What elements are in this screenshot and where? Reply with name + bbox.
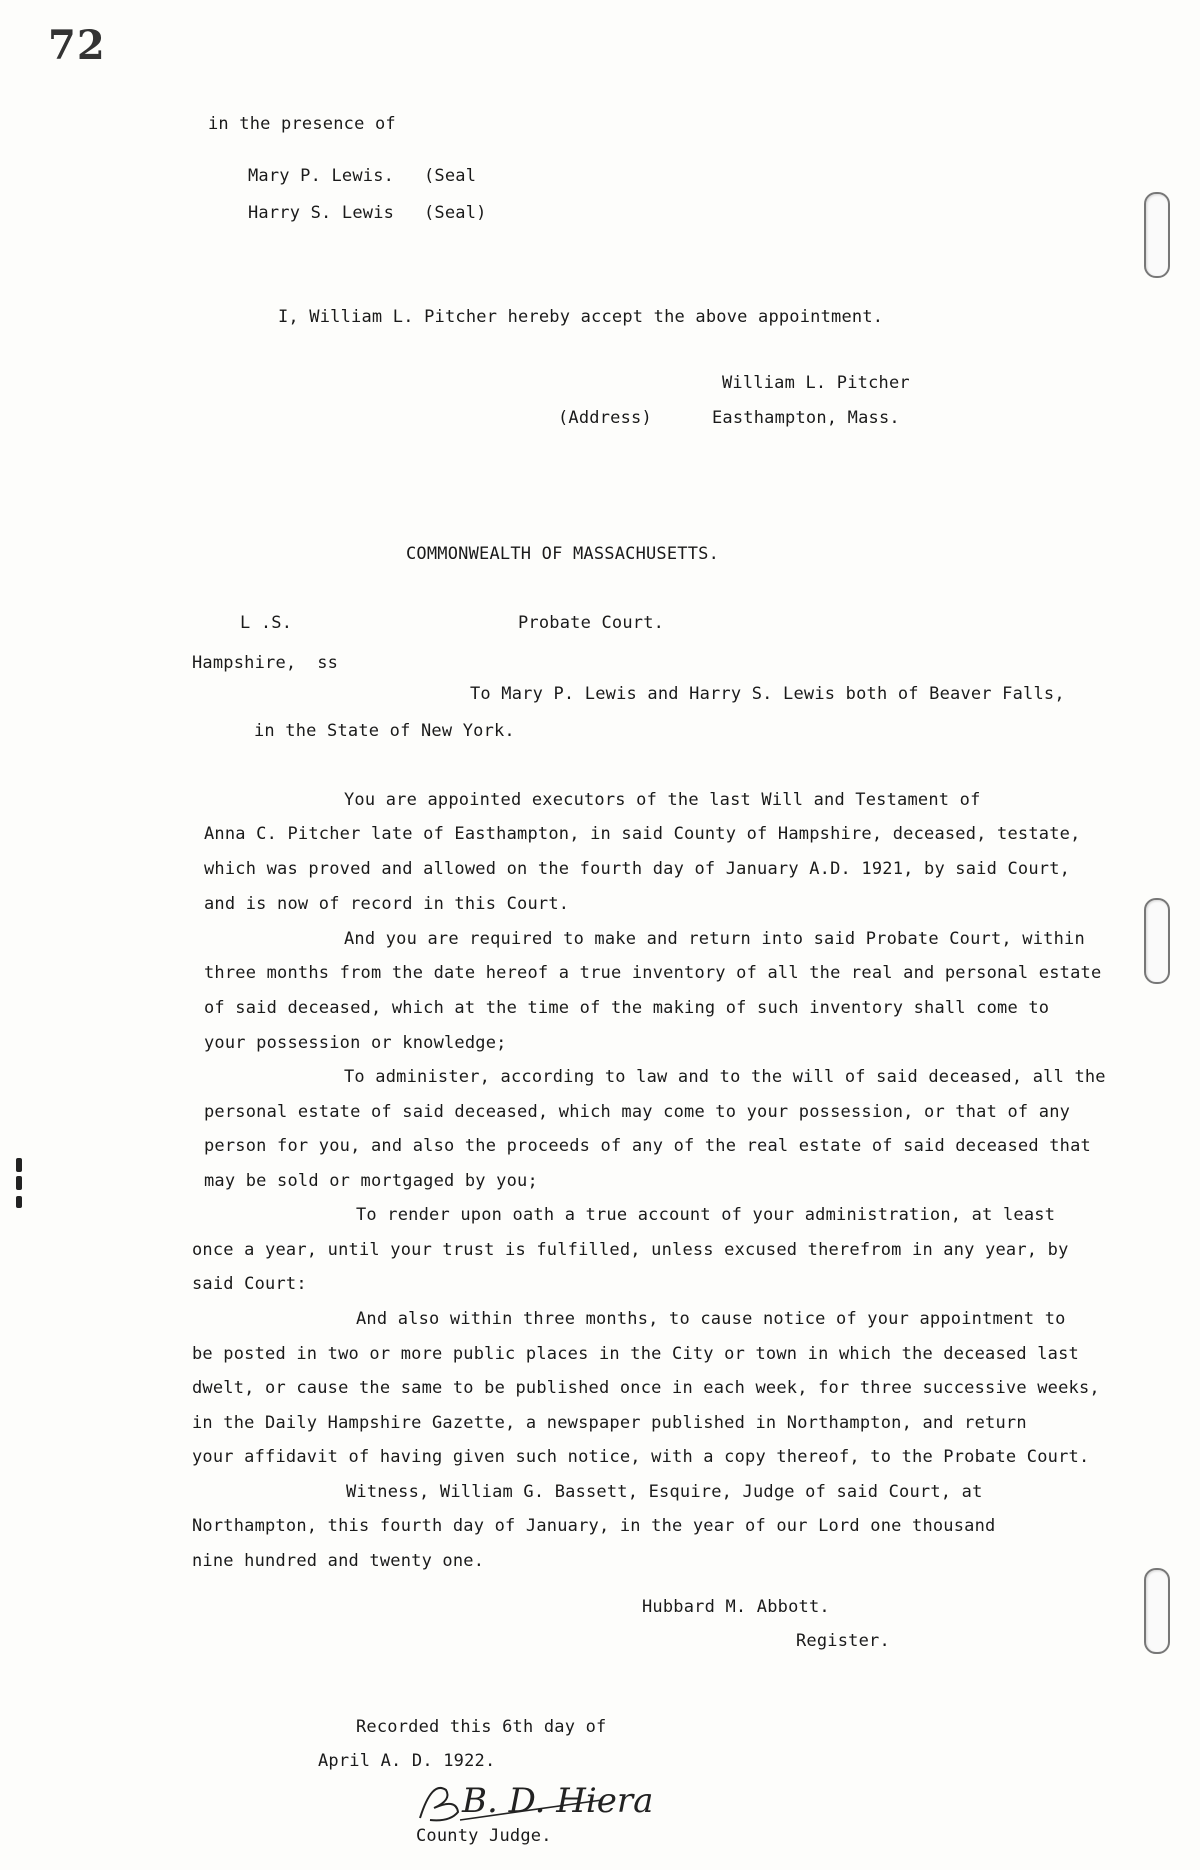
witness-seal: (Seal): [424, 203, 487, 223]
body-line: your affidavit of having given such notice, with a copy thereof, to the Probate Court.: [192, 1447, 1090, 1467]
register-name: Hubbard M. Abbott.: [642, 1597, 830, 1617]
binder-hole-middle: [1144, 898, 1170, 984]
acceptance-statement: I, William L. Pitcher hereby accept the above appointment.: [278, 307, 884, 327]
witness-name: Harry S. Lewis: [248, 203, 395, 223]
edge-mark: [16, 1176, 22, 1190]
addressee-line: To Mary P. Lewis and Harry S. Lewis both of Beaver Falls,: [470, 684, 1065, 704]
signature-text: B. D. Hiera: [462, 1781, 654, 1821]
body-line: which was proved and allowed on the fourth day of January A.D. 1921, by said Court,: [204, 859, 1071, 879]
body-line: And you are required to make and return into said Probate Court, within: [344, 929, 1085, 949]
commonwealth-title: COMMONWEALTH OF MASSACHUSETTS.: [406, 544, 720, 564]
body-line: And also within three months, to cause notice of your appointment to: [356, 1309, 1066, 1329]
ls-mark: L .S.: [240, 613, 293, 633]
body-line: You are appointed executors of the last Will and Testament of: [344, 790, 981, 810]
body-line: may be sold or mortgaged by you;: [204, 1171, 538, 1191]
body-line: dwelt, or cause the same to be published once in each week, for three successive weeks,: [192, 1378, 1100, 1398]
witness-seal: (Seal: [424, 166, 477, 186]
body-line: To render upon oath a true account of your administration, at least: [356, 1205, 1056, 1225]
probate-court: Probate Court.: [518, 613, 665, 633]
body-line: three months from the date hereof a true inventory of all the real and personal estate: [204, 963, 1102, 983]
binder-hole-bottom: [1144, 1568, 1170, 1654]
address-value: Easthampton, Mass.: [712, 408, 900, 428]
body-line: personal estate of said deceased, which may come to your possession, or that of any: [204, 1102, 1071, 1122]
body-line: of said deceased, which at the time of the making of such inventory shall come to: [204, 998, 1050, 1018]
page-number: 72: [48, 22, 106, 69]
body-line: To administer, according to law and to the will of said deceased, all the: [344, 1067, 1106, 1087]
recorded-date: April A. D. 1922.: [318, 1751, 496, 1771]
register-title: Register.: [796, 1631, 890, 1651]
body-line: said Court:: [192, 1274, 307, 1294]
body-line: person for you, and also the proceeds of any of the real estate of said deceased that: [204, 1136, 1091, 1156]
body-line: Witness, William G. Bassett, Esquire, Judge of said Court, at: [346, 1482, 983, 1502]
county-line: Hampshire, ss: [192, 653, 339, 673]
binder-hole-top: [1144, 192, 1170, 278]
recorded-line: Recorded this 6th day of: [356, 1717, 607, 1737]
body-line: your possession or knowledge;: [204, 1033, 507, 1053]
body-line: Northampton, this fourth day of January, in the year of our Lord one thousand: [192, 1516, 996, 1536]
address-label: (Address): [558, 408, 652, 428]
body-line: in the Daily Hampshire Gazette, a newspaper published in Northampton, and return: [192, 1413, 1027, 1433]
edge-mark: [16, 1158, 22, 1172]
body-line: and is now of record in this Court.: [204, 894, 570, 914]
judge-title: County Judge.: [416, 1826, 552, 1846]
edge-mark: [16, 1196, 22, 1208]
body-line: nine hundred and twenty one.: [192, 1551, 485, 1571]
witness-name: Mary P. Lewis.: [248, 166, 395, 186]
acceptance-signer: William L. Pitcher: [722, 373, 910, 393]
body-line: Anna C. Pitcher late of Easthampton, in said County of Hampshire, deceased, testate,: [204, 824, 1081, 844]
addressee-line: in the State of New York.: [254, 721, 515, 741]
body-line: be posted in two or more public places in the City or town in which the deceased last: [192, 1344, 1079, 1364]
presence-line: in the presence of: [208, 114, 396, 134]
body-line: once a year, until your trust is fulfilled, unless excused therefrom in any year, by: [192, 1240, 1069, 1260]
judge-signature: [412, 1770, 654, 1830]
